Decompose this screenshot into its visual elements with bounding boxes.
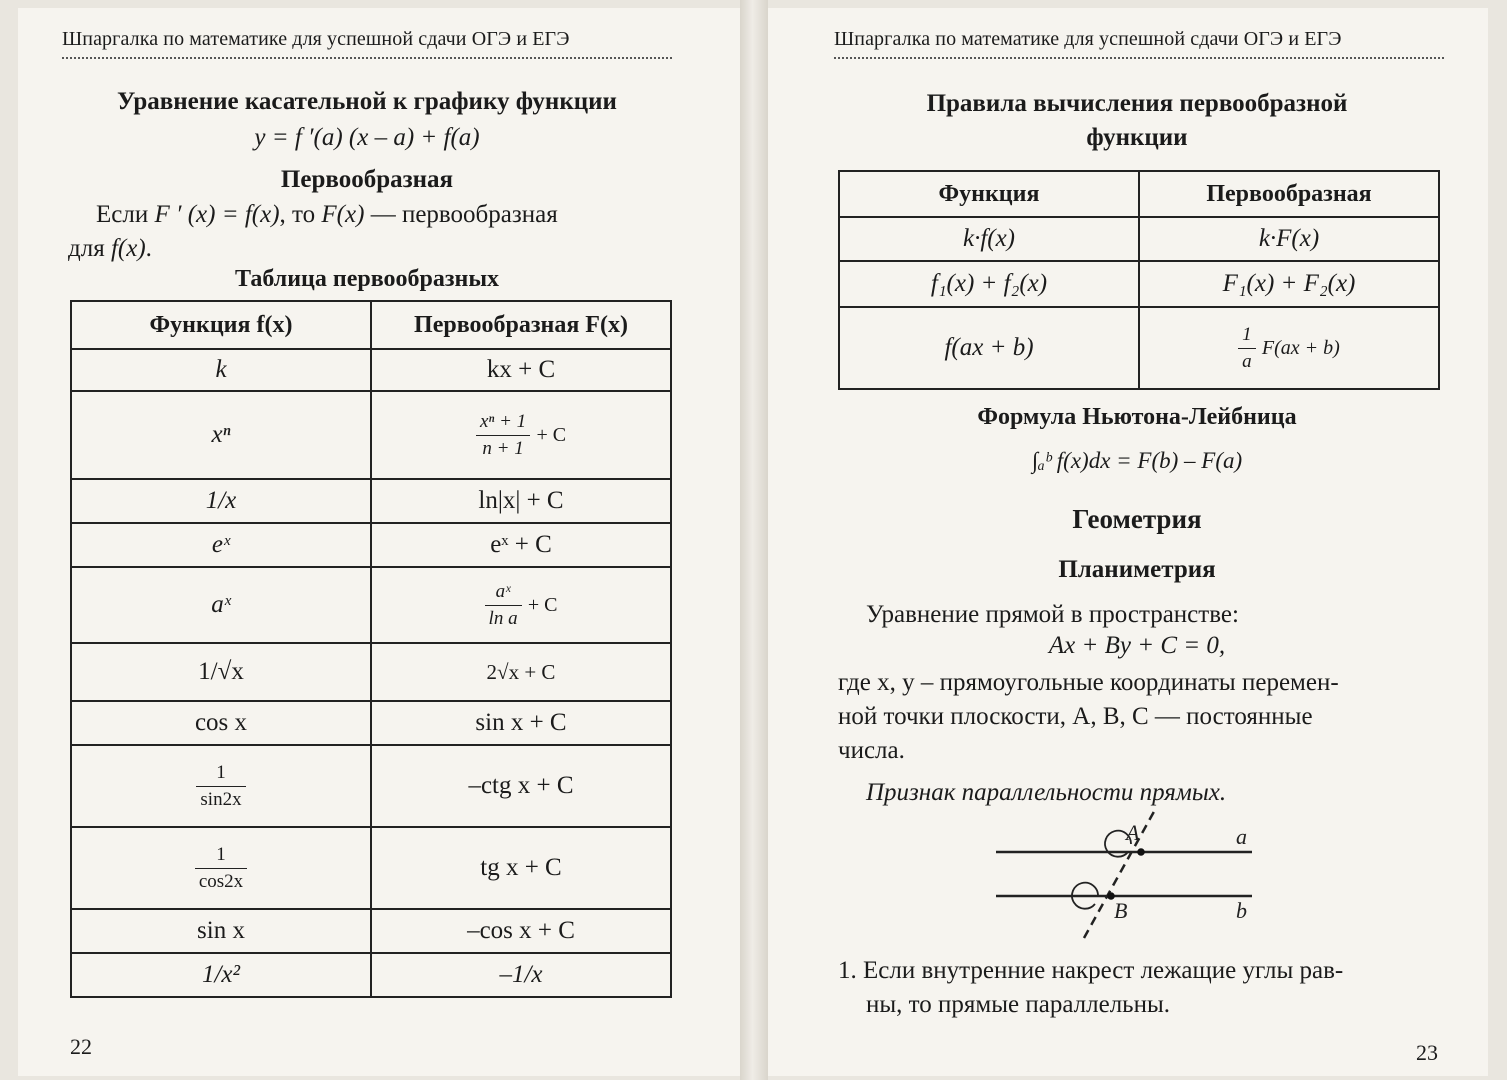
page-number-left: 22	[70, 1034, 92, 1059]
header-antiderivative: Первообразная F(x)	[371, 301, 671, 349]
running-header-right: Шпаргалка по математике для успешной сдачи ОГЭ и ЕГЭ	[834, 28, 1444, 59]
newton-leibniz-formula: ∫ₐᵇ f(x)dx = F(b) – F(a)	[1031, 448, 1243, 473]
cell-antiderivative: kx + C	[371, 349, 671, 391]
cell-antiderivative: $\frac{1}{a}$ F(ax + b)	[1139, 307, 1439, 389]
newton-leibniz-title: Формула Ньютона-Лейбница	[977, 404, 1297, 430]
fraction: $\frac{1}{\sin 2x}$	[196, 762, 245, 811]
fraction: $\frac{\text{xⁿ + 1}}{n + 1}$	[476, 411, 530, 460]
cell-function: 1/x²	[71, 953, 371, 997]
table-row	[71, 745, 671, 827]
cell-antiderivative: $\frac{\text{xⁿ + 1}}{n + 1}$ + C	[371, 391, 671, 479]
parallel-sign-heading: Признак параллельности прямых.	[866, 779, 1227, 806]
cell-function	[71, 745, 371, 827]
rule-1-line-2: ны, то прямые параллельны.	[866, 991, 1171, 1018]
cell-function: aˣ	[71, 567, 371, 643]
header-function: Функция f(x)	[71, 301, 371, 349]
fraction: $\frac{\text{aˣ}}{\text{ln a}}$	[485, 581, 522, 630]
cell-antiderivative: –1/x	[371, 953, 671, 997]
rule-1-line-1: 1. Если внутренние накрест лежащие углы рав-	[838, 957, 1344, 984]
fraction: $\frac{1}{\cos 2x}$	[195, 844, 247, 893]
table-row	[71, 827, 671, 909]
book-spine	[740, 0, 768, 1080]
cell-function: k	[71, 349, 371, 391]
table-row	[71, 523, 671, 567]
table-row	[71, 349, 671, 391]
cell-function: xⁿ	[71, 391, 371, 479]
point-a	[1137, 848, 1145, 856]
fraction: $\frac{1}{a}$	[1238, 324, 1256, 373]
table-row	[839, 307, 1439, 389]
rules-header-function: Функция	[839, 171, 1139, 217]
cell-function: eˣ	[71, 523, 371, 567]
line-equation-text-1: где x, y – прямоугольные координаты перемен-	[838, 669, 1339, 696]
parallel-lines-diagram	[980, 806, 1280, 946]
cell-antiderivative: ln|x| + C	[371, 479, 671, 523]
table-row	[839, 261, 1439, 307]
planimetry-title: Планиметрия	[1058, 556, 1216, 583]
table-row	[71, 701, 671, 745]
cell-function: 1/x	[71, 479, 371, 523]
cell-function: f₁(x) + f₂(x)	[839, 261, 1139, 307]
table-title: Таблица первообразных	[234, 266, 500, 292]
cell-antiderivative: tg x + C	[371, 827, 671, 909]
table-row	[71, 953, 671, 997]
cell-antiderivative: sin x + C	[371, 701, 671, 745]
cell-antiderivative: eˣ + C	[371, 523, 671, 567]
table-row	[839, 217, 1439, 261]
cell-function: 1/√x	[71, 643, 371, 701]
running-header-left: Шпаргалка по математике для успешной сдачи ОГЭ и ЕГЭ	[62, 28, 672, 59]
antiderivative-title: Первообразная	[280, 166, 454, 193]
antiderivatives-table	[70, 300, 672, 998]
cell-antiderivative: F₁(x) + F₂(x)	[1139, 261, 1439, 307]
table-row	[71, 479, 671, 523]
page-number-right: 23	[1416, 1040, 1438, 1065]
cell-function: cos x	[71, 701, 371, 745]
cell-antiderivative: 2√x + C	[371, 643, 671, 701]
line-equation-text-3: числа.	[838, 737, 905, 764]
rules-title-line-1: Правила вычисления первообразной	[926, 90, 1348, 117]
cell-function: sin x	[71, 909, 371, 953]
table-header-row	[71, 301, 671, 349]
table-row	[71, 643, 671, 701]
definition-line-2: для f(x).	[68, 235, 152, 262]
line-equation: Ax + By + C = 0,	[1048, 632, 1226, 659]
tangent-title: Уравнение касательной к графику функции	[117, 88, 617, 115]
cell-function: k·f(x)	[839, 217, 1139, 261]
label-line-a: a	[1236, 824, 1247, 849]
cell-function	[71, 827, 371, 909]
table-row	[71, 909, 671, 953]
cell-function: f(ax + b)	[839, 307, 1139, 389]
tangent-formula: y = f ′(a) (x – a) + f(a)	[254, 124, 480, 151]
line-equation-text-2: ной точки плоскости, A, B, C — постоянные	[838, 703, 1313, 730]
rules-table	[838, 170, 1440, 390]
rules-title-line-2: функции	[1086, 124, 1188, 151]
cell-antiderivative: –ctg x + C	[371, 745, 671, 827]
cell-antiderivative: k·F(x)	[1139, 217, 1439, 261]
label-point-a: A	[1126, 820, 1140, 845]
cell-antiderivative: $\frac{\text{aˣ}}{\text{ln a}}$ + C	[371, 567, 671, 643]
definition-line-1: Если F ′ (x) = f(x), то F(x) — первообразная	[96, 201, 558, 228]
rules-header-antiderivative: Первообразная	[1139, 171, 1439, 217]
label-point-b: B	[1114, 898, 1128, 923]
table-row	[71, 567, 671, 643]
geometry-title: Геометрия	[1072, 504, 1202, 534]
label-line-b: b	[1236, 898, 1247, 923]
cell-antiderivative: –cos x + C	[371, 909, 671, 953]
table-row	[71, 391, 671, 479]
line-equation-intro: Уравнение прямой в пространстве:	[866, 601, 1239, 628]
rules-header-row	[839, 171, 1439, 217]
